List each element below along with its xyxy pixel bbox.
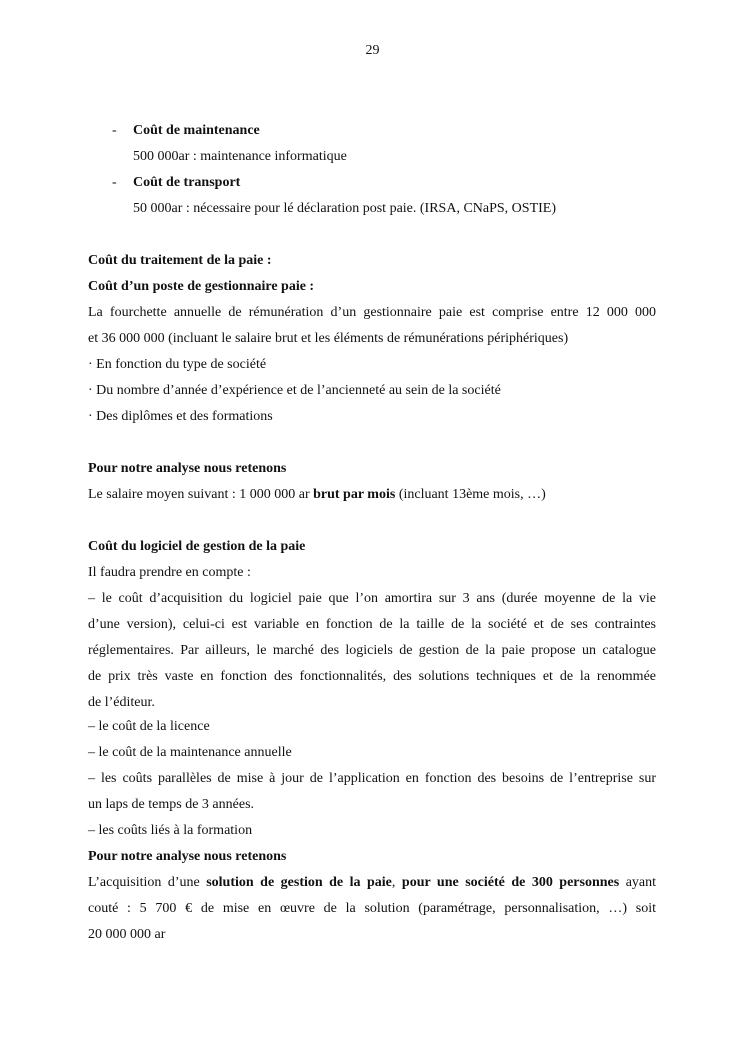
- list-item: · Du nombre d’année d’expérience et de l’ancienneté au sein de la société: [88, 383, 501, 398]
- heading-cout-poste: Coût d’un poste de gestionnaire paie :: [88, 279, 315, 294]
- bullet-dash: -: [112, 123, 117, 138]
- final-paragraph-line: 20 000 000 ar: [88, 927, 166, 942]
- list-item: – les coûts parallèles de mise à jour de l’application en fonction des besoins de l’entreprise sur: [88, 771, 656, 786]
- list-item-continuation: un laps de temps de 3 années.: [88, 797, 255, 812]
- paragraph-line: de prix très vaste en fonction des fonctionnalités, des solutions techniques et de la renommée: [88, 669, 656, 684]
- bullet-detail-maintenance: 500 000ar : maintenance informatique: [133, 149, 347, 164]
- bullet-dash: -: [112, 175, 117, 190]
- paragraph-line: La fourchette annuelle de rémunération d’un gestionnaire paie est comprise entre 12 000 000: [88, 305, 656, 320]
- bullet-title-transport: Coût de transport: [133, 175, 241, 190]
- page-number: 29: [365, 43, 380, 58]
- list-item: – le coût de la licence: [88, 719, 210, 734]
- paragraph-line: réglementaires. Par ailleurs, le marché des logiciels de gestion de la paie propose un catalogue: [88, 643, 656, 658]
- final-bold-solution: solution de gestion de la paie: [206, 875, 392, 890]
- final-paragraph-line: couté : 5 700 € de mise en œuvre de la solution (paramétrage, personnalisation, …) soit: [88, 901, 656, 916]
- final-text-a: L’acquisition d’une: [88, 875, 207, 890]
- salary-text: Le salaire moyen suivant : 1 000 000 ar: [88, 487, 314, 502]
- salary-suffix: (incluant 13ème mois, …): [395, 487, 546, 502]
- bullet-title-maintenance: Coût de maintenance: [133, 123, 260, 138]
- final-text-c: ,: [391, 875, 402, 890]
- final-text-e: ayant: [619, 875, 657, 890]
- list-item: – les coûts liés à la formation: [88, 823, 253, 838]
- list-item: · Des diplômes et des formations: [88, 409, 273, 424]
- intro-text: Il faudra prendre en compte :: [88, 565, 251, 580]
- list-item: · En fonction du type de société: [88, 357, 267, 372]
- paragraph-line: et 36 000 000 (incluant le salaire brut et les éléments de rémunérations périphériques): [88, 331, 569, 346]
- paragraph-line: – le coût d’acquisition du logiciel paie que l’on amortira sur 3 ans (durée moyenne de la vie: [88, 591, 656, 606]
- paragraph-line: de l’éditeur.: [88, 695, 155, 710]
- heading-cout-traitement: Coût du traitement de la paie :: [88, 253, 272, 268]
- paragraph-line: d’une version), celui-ci est variable en fonction de la taille de la société et de ses contraintes: [88, 617, 656, 632]
- final-paragraph-line: [88, 874, 656, 892]
- bullet-detail-transport: 50 000ar : nécessaire pour lé déclaration post paie. (IRSA, CNaPS, OSTIE): [133, 201, 557, 216]
- heading-logiciel: Coût du logiciel de gestion de la paie: [88, 539, 306, 554]
- list-item: – le coût de la maintenance annuelle: [88, 745, 292, 760]
- final-bold-societe: pour une société de 300 personnes: [401, 875, 620, 890]
- salary-bold: brut par mois: [313, 487, 396, 502]
- heading-analyse-2: Pour notre analyse nous retenons: [88, 849, 287, 864]
- salary-line: [88, 486, 546, 504]
- heading-analyse: Pour notre analyse nous retenons: [88, 461, 287, 476]
